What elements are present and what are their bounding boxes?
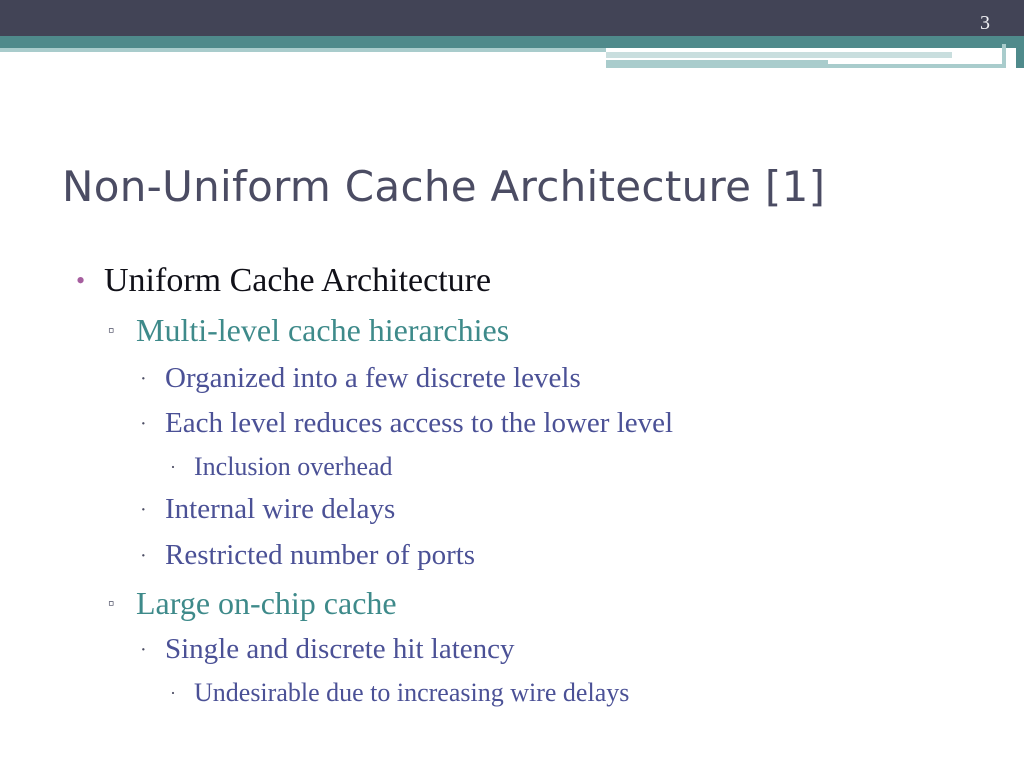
bullet-large-on-chip-cache: Large on-chip cache [136,585,397,621]
bullet-marker: · [140,639,147,661]
bullet-single-hit-latency: Single and discrete hit latency [165,633,515,665]
bullet-inclusion-overhead: Inclusion overhead [194,452,393,481]
bullet-marker: · [140,499,147,521]
bullet-internal-wire-delays: Internal wire delays [165,493,396,525]
bullet-multi-level-cache-hierarchies: Multi-level cache hierarchies [136,312,510,348]
slide-number: 3 [980,12,990,34]
bullet-organized-levels: Organized into a few discrete levels [165,362,581,394]
bullet-each-level-reduces-access: Each level reduces access to the lower level [165,407,674,439]
bullet-marker: · [140,368,147,390]
bullet-marker: ▫ [108,320,115,340]
bullet-marker: · [140,545,147,567]
bullet-marker: · [170,683,176,703]
bullet-marker: • [76,266,86,295]
bullet-marker: · [140,413,147,435]
bullet-uniform-cache-architecture: Uniform Cache Architecture [104,262,492,299]
slide-title: Non-Uniform Cache Architecture [1] [62,162,826,211]
bullet-restricted-ports: Restricted number of ports [165,539,476,571]
bullet-undesirable-wire-delays: Undesirable due to increasing wire delays [194,678,630,707]
bullet-marker: ▫ [108,593,115,613]
bullet-marker: · [170,457,176,477]
